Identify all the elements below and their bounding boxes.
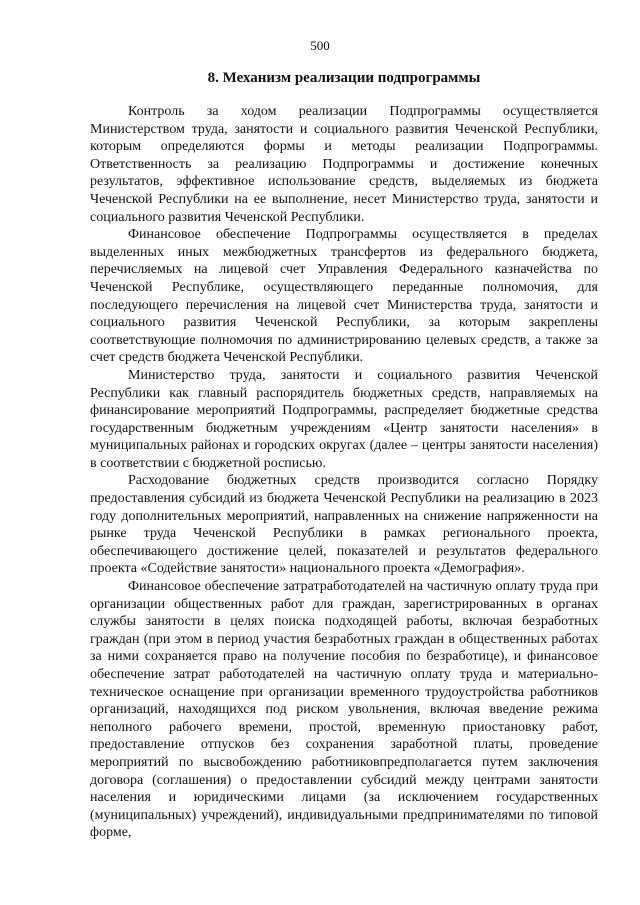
section-title: 8. Механизм реализации подпрограммы	[207, 70, 481, 86]
paragraph-ministry: Министерство труда, занятости и социального развития Чеченской Республики как главный распорядитель бюджетных средств, направляемых на финансирование мероприятий Подпрограммы, распределяет бюджетные средства государственным бюджетным учреждениям «Центр занятости населения» в муниципальных районах и городских округах (далее – центры занятости населения) в соответствии с бюджетной росписью.	[90, 367, 598, 471]
page-number: 500	[310, 38, 330, 53]
paragraph-financing: Финансовое обеспечение Подпрограммы осуществляется в пределах выделенных иных межбюджетных трансфертов из федерального бюджета, перечисляемых на лицевой счет Управления Федерального казначейства по Чеченской Республике, осуществляющего переданные полномочия, для последующего перечисления на лицевой счет Министерства труда, занятости и социального развития Чеченской Республики, за которым закреплены соответствующие полномочия по администрированию целевых средств, а также за счет средств бюджета Чеченской Республики.	[90, 227, 598, 366]
paragraph-control: Контроль за ходом реализации Подпрограммы осуществляется Министерством труда, занятости и социального развития Чеченской Республики, которым определяются формы и методы реализации Подпрограммы. Ответственность за реализацию Подпрограммы и достижение конечных результатов, эффективное использование средств, выделяемых из бюджета Чеченской Республики на ее выполнение, несет Министерство труда, занятости и социального развития Чеченской Республики.	[90, 104, 598, 225]
body-text	[90, 103, 598, 842]
paragraph-employer-costs: Финансовое обеспечение затратработодателей на частичную оплату труда при организации общественных работ для граждан, зарегистрированных в органах службы занятости в целях поиска подходящей работы, включая безработных граждан (при этом в период участия безработных граждан в общественных работах за ними сохраняется право на получение пособия по безработице), и финансовое обеспечение затрат работодателей на частичную оплату труда и материально-техническое оснащение при организации временного трудоустройства работников организаций, находящихся под риском увольнения, включая введение режима неполного рабочего времени, простой, временную приостановку работ, предоставление отпусков без сохранения заработной платы, проведение мероприятий по высвобождению работниковпредполагается путем заключения договора (соглашения) о предоставлении субсидий между центрами занятости населения и юридическими лицами (за исключением государственных (муниципальных) учреждений), индивидуальными предпринимателями по типовой форме,	[90, 579, 598, 841]
paragraph-spending: Расходование бюджетных средств производится согласно Порядку предоставления субсидий из бюджета Чеченской Республики на реализацию в 2023 году дополнительных мероприятий, направленных на снижение напряженности на рынке труда Чеченской Республики в рамках регионального проекта, обеспечивающего достижение целей, показателей и результатов федерального проекта «Содействие занятости» национального проекта «Демография».	[90, 473, 598, 577]
